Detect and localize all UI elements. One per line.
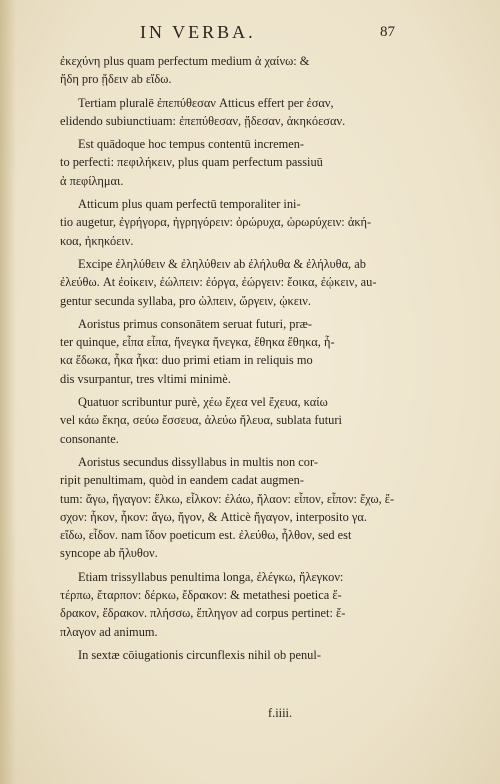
text-line: tio augetur, ἐγρήγορα, ἠγρηγόρειν: ὀρώρυχα, ὠρωρύχειν: ἀκή- bbox=[60, 215, 372, 230]
paragraph bbox=[60, 453, 395, 563]
text-line: Excipe ἐληλύθειν & ἐληλύθειν ab ἐλήλυθα & ἐλήλυθα, ab bbox=[78, 256, 366, 271]
text-line: κοα, ἠκηκόειν. bbox=[60, 233, 134, 248]
signature-mark: f.iiii. bbox=[268, 706, 293, 720]
body-text bbox=[60, 52, 395, 664]
text-line: consonante. bbox=[60, 431, 119, 446]
text-line: Etiam trissyllabus penultima longa, ἐλέγκω, ἤλεγκον: bbox=[78, 569, 344, 584]
text-line: Quatuor scribuntur purè, χέω ἔχεα vel ἔχευα, καίω bbox=[78, 395, 328, 410]
text-line: dis vsurpantur, tres vltimi minimè. bbox=[60, 371, 231, 386]
text-line: τέρπω, ἔταρπον: δέρκω, ἔδρακον: & metathesi poetica ἔ- bbox=[60, 588, 342, 603]
text-line: tum: ἄγω, ἤγαγον: ἔλκω, εἷλκον: ἐλάω, ἤλαον: εἶπον, εἶπον: ἔχω, ἔ- bbox=[60, 491, 395, 506]
text-line: ἐκεχύνη plus quam perfectum medium ἀ χαίνω: & bbox=[60, 54, 310, 68]
page-binding-shadow bbox=[0, 0, 16, 784]
text-line: Est quādoque hoc tempus contentū incremen- bbox=[78, 137, 305, 152]
paragraph bbox=[60, 646, 390, 664]
text-line: syncope ab ἤλυθον. bbox=[60, 546, 158, 561]
text-line: vel κάω ἔκηα, σεύω ἔσσευα, ἀλεύω ἤλευα, sublata futuri bbox=[60, 413, 342, 428]
text-line: σχον: ἧκον, ἧκον: ἄγω, ἤγον, & Atticè ἤγαγον, interposito γα. bbox=[60, 509, 367, 524]
text-line: to perfecti: πεφιλήκειν, plus quam perfectum passiuū bbox=[60, 155, 323, 170]
paragraph bbox=[60, 135, 390, 190]
running-head: IN VERBA. bbox=[140, 22, 256, 42]
paragraph bbox=[60, 568, 390, 641]
paragraph bbox=[60, 195, 390, 250]
text-line: ἤδη pro ᾔδειν ab εἴδω. bbox=[60, 72, 172, 87]
text-line: Aoristus primus consonātem seruat futuri, præ- bbox=[78, 316, 313, 331]
page-number: 87 bbox=[380, 24, 395, 40]
text-line: ἀ πεφίλημαι. bbox=[60, 173, 124, 188]
text-line: Tertiam pluralē ἐπεπύθεσαν Atticus effert per ἐσαν, bbox=[78, 95, 334, 110]
page-header bbox=[0, 22, 500, 46]
text-line: πλαγον ad animum. bbox=[60, 624, 158, 639]
text-line: gentur secunda syllaba, pro ὠλπειν, ὤργειν, ᾠκειν. bbox=[60, 293, 311, 308]
text-line: Atticum plus quam perfectū temporaliter ini- bbox=[78, 197, 301, 212]
text-line: εἴδω, εἶδον. nam ἴδον poeticum est. ἐλεύθω, ἦλθον, sed est bbox=[60, 528, 352, 543]
paragraph bbox=[60, 94, 390, 131]
text-line: κα ἔδωκα, ἧκα ἧκα: duo primi etiam in reliquis mo bbox=[60, 353, 313, 368]
paragraph bbox=[60, 52, 390, 89]
text-line: In sextæ cōiugationis circunflexis nihil ob penul- bbox=[78, 647, 321, 662]
text-line: ἐλεύθω. At ἐοίκειν, ἐώλπειν: ἐόργα, ἐώργειν: ἔοικα, ἐῴκειν, au- bbox=[60, 275, 377, 290]
paragraph bbox=[60, 393, 390, 448]
paragraph bbox=[60, 315, 390, 388]
text-line: Aoristus secundus dissyllabus in multis non cor- bbox=[78, 454, 318, 469]
text-line: elidendo subiunctiuam: ἐπεπύθεσαν, ᾔδεσαν, ἀκηκόεσαν. bbox=[60, 113, 346, 128]
text-line: δρακον, ἔδρακον. πλήσσω, ἔπληγον ad corpus pertinet: ἔ- bbox=[60, 606, 346, 621]
paragraph bbox=[60, 255, 390, 310]
text-line: ter quinque, εἶπα εἶπα, ἤνεγκα ἤνεγκα, ἔθηκα ἔθηκα, ἧ- bbox=[60, 335, 335, 350]
text-line: ripit penultimam, quòd in eandem cadat augmen- bbox=[60, 473, 304, 488]
